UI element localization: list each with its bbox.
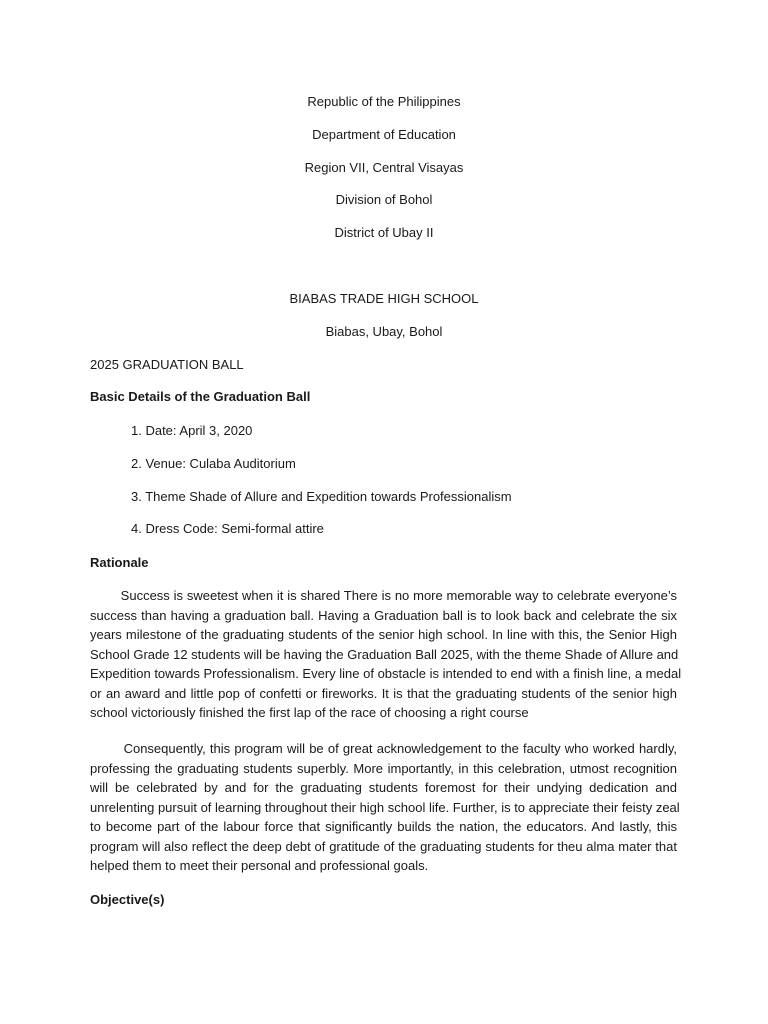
event-title: 2025 GRADUATION BALL (90, 357, 244, 372)
detail-item-venue: 2. Venue: Culaba Auditorium (131, 456, 296, 471)
paragraph-line: school victoriously finished the first lap of the race of choosing a right course (90, 705, 529, 720)
paragraph-line: helped them to meet their personal and professional goals. (90, 858, 429, 873)
letterhead-district: District of Ubay II (334, 225, 434, 240)
paragraph-line: success than having a graduation ball. Having a Graduation ball is to look back and celebrate the six (90, 607, 677, 623)
detail-item-theme: 3. Theme Shade of Allure and Expedition towards Professionalism (131, 489, 512, 504)
paragraph-line: years milestone of the graduating students of the senior high school. In line with this, the Senior High (90, 627, 677, 642)
letterhead-region: Region VII, Central Visayas (304, 160, 464, 175)
paragraph-line: School Grade 12 students will be having the Graduation Ball 2025, with the theme Shade of Allure and (90, 646, 679, 662)
objectives-heading: Objective(s) (90, 892, 165, 907)
rationale-paragraph-2 (90, 739, 680, 876)
paragraph-line: Success is sweetest when it is shared There is no more memorable way to celebrate everyone’s (90, 588, 677, 603)
school-address: Biabas, Ubay, Bohol (325, 324, 443, 339)
paragraph-line: professing the graduating students superbly. More importantly, in this celebration, utmost recognition (90, 760, 677, 776)
paragraph-line: will be celebrated by and for the graduating students foremost for their undying dedication and (90, 780, 677, 795)
detail-item-dress-code: 4. Dress Code: Semi-formal attire (131, 521, 324, 536)
paragraph-line: or an award and little pop of confetti or fireworks. It is that the graduating students of the senior high (90, 685, 677, 701)
paragraph-line: to become part of the labour force that significantly builds the nation, the educators. And lastly, this (90, 819, 677, 834)
letterhead-republic: Republic of the Philippines (307, 94, 461, 109)
paragraph-line: unrelenting pursuit of learning throughout their high school life. Further, is to appreciate their feisty zeal (90, 799, 680, 815)
letterhead-department: Department of Education (312, 127, 456, 142)
letterhead-division: Division of Bohol (335, 192, 433, 207)
rationale-paragraph-1 (90, 586, 682, 723)
rationale-heading: Rationale (90, 555, 149, 570)
basic-details-heading: Basic Details of the Graduation Ball (90, 389, 311, 404)
paragraph-line: Consequently, this program will be of great acknowledgement to the faculty who worked hardly, (90, 741, 677, 756)
detail-item-date: 1. Date: April 3, 2020 (131, 423, 253, 438)
school-name: BIABAS TRADE HIGH SCHOOL (289, 291, 479, 306)
paragraph-line: Expedition towards Professionalism. Every line of obstacle is intended to end with a finish line, a medal (90, 666, 682, 681)
paragraph-line: program will also reflect the deep debt of gratitude of the graduating students for theu alma mater that (90, 838, 677, 854)
